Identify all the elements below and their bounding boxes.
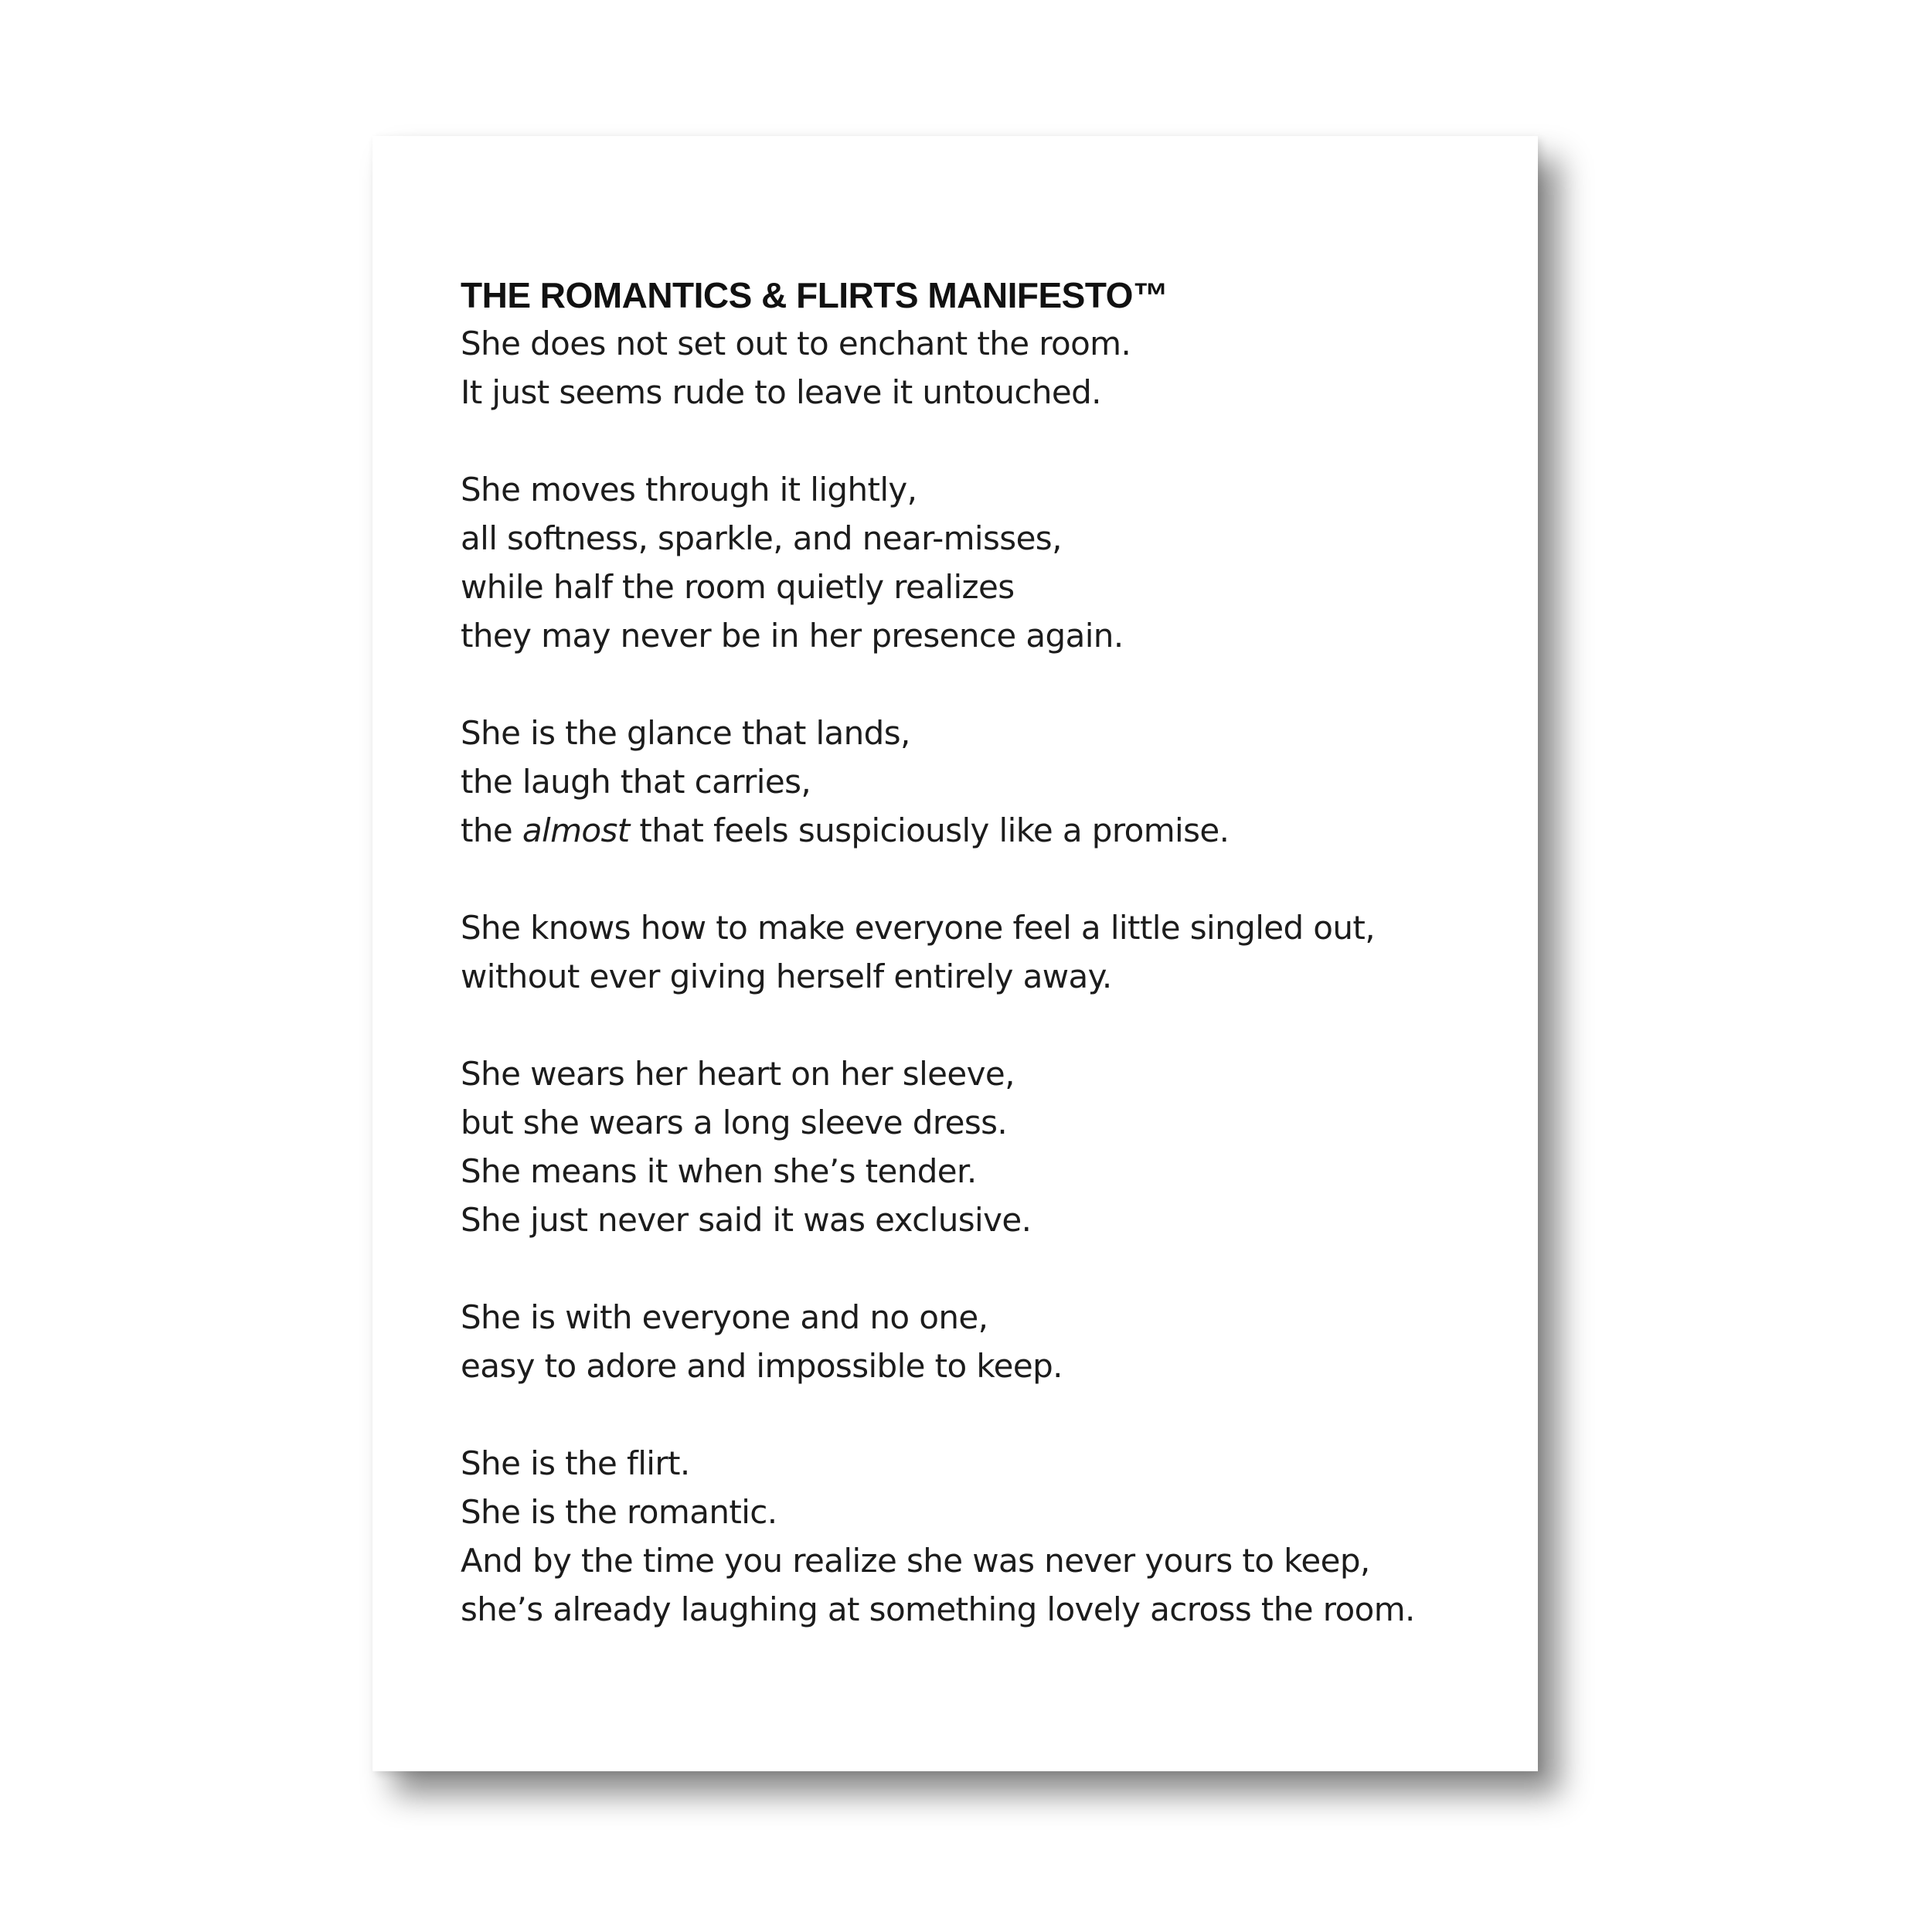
poem-line: but she wears a long sleeve dress. — [461, 1104, 1008, 1141]
stanza — [461, 903, 1496, 1001]
stanza — [461, 1293, 1496, 1390]
poem-line: without ever giving herself entirely away. — [461, 957, 1112, 995]
poem-line: She wears her heart on her sleeve, — [461, 1055, 1015, 1093]
poem-line: they may never be in her presence again. — [461, 617, 1124, 655]
poem-line: she’s already laughing at something lovely across the room. — [461, 1590, 1415, 1628]
poem-line: She is with everyone and no one, — [461, 1298, 988, 1336]
poem-line: And by the time you realize she was never yours to keep, — [461, 1542, 1370, 1580]
poem-line: while half the room quietly realizes — [461, 568, 1015, 606]
poem-line: She does not set out to enchant the room. — [461, 325, 1131, 362]
stanza — [461, 319, 1496, 417]
poem-line: She just never said it was exclusive. — [461, 1201, 1032, 1239]
poem-line: She knows how to make everyone feel a little singled out, — [461, 909, 1376, 947]
poem-line: She is the glance that lands, — [461, 714, 910, 752]
poem-line: She moves through it lightly, — [461, 471, 917, 509]
poem-line: easy to adore and impossible to keep. — [461, 1347, 1063, 1385]
poem-line: She is the flirt. — [461, 1444, 690, 1482]
stanza — [461, 465, 1496, 660]
poem-line: the laugh that carries, — [461, 763, 811, 801]
stanza — [461, 1049, 1496, 1244]
poem-line: It just seems rude to leave it untouched. — [461, 373, 1101, 411]
line-text: that feels suspiciously like a promise. — [629, 811, 1230, 849]
poem-line-with-emphasis — [461, 806, 1496, 855]
stanza — [461, 709, 1496, 855]
emphasized-word: almost — [522, 811, 630, 849]
manifesto-title: THE ROMANTICS & FLIRTS MANIFESTO™ — [461, 275, 1168, 315]
line-text: the — [461, 811, 522, 849]
poem-line: She means it when she’s tender. — [461, 1152, 977, 1190]
manifesto-text — [461, 271, 1496, 1682]
manifesto-card — [372, 136, 1538, 1771]
poem-line: all softness, sparkle, and near-misses, — [461, 519, 1062, 557]
stanza — [461, 1439, 1496, 1634]
poem-line: She is the romantic. — [461, 1493, 777, 1531]
